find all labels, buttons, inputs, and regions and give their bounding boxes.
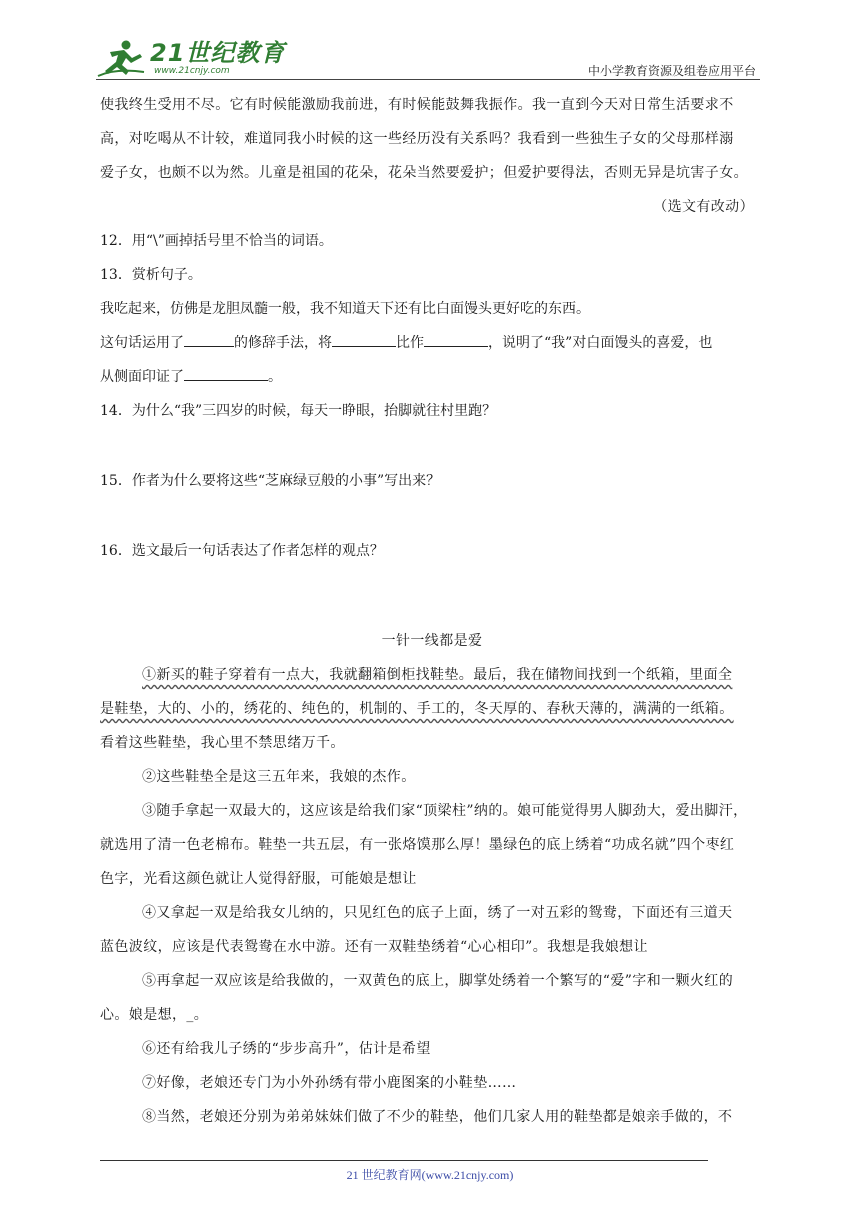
page-footer: 21 世纪教育网(www.21cnjy.com) bbox=[346, 1168, 514, 1182]
passage2-p3-line: ③随手拿起一双最大的，这应该是给我们家“顶梁柱”纳的。娘可能觉得男人脚劲大，爱出脚汗， bbox=[142, 803, 748, 819]
answer-blank[interactable] bbox=[424, 328, 488, 347]
passage2-title: 一针一线都是爱 bbox=[381, 633, 483, 649]
site-logo bbox=[96, 36, 285, 80]
passage2-p1-line bbox=[100, 692, 764, 726]
question-13-sentence: 我吃起来，仿佛是龙胆凤髓一般，我不知道天下还有比白面馒头更好吃的东西。 bbox=[100, 301, 590, 317]
question-15: 15．作者为什么要将这些“芝麻绿豆般的小事”写出来？ bbox=[100, 473, 441, 489]
answer-blank[interactable] bbox=[184, 362, 268, 381]
question-13: 13．赏析句子。 bbox=[100, 267, 202, 283]
underlined-text: ①新买的鞋子穿着有一点大，我就翻箱倒柜找鞋垫。最后，我在储物间找到一个纸箱，里面全 bbox=[142, 667, 733, 683]
passage2-p8: ⑧当然，老娘还分别为弟弟妹妹们做了不少的鞋垫，他们几家人用的鞋垫都是娘亲手做的，不 bbox=[142, 1109, 733, 1125]
passage2-p1-line bbox=[100, 658, 764, 692]
underlined-text: 是鞋垫，大的、小的，绣花的、纯色的，机制的、手工的，冬天厚的、春秋天薄的，满满的一纸箱。 bbox=[100, 701, 734, 717]
passage2-p5-line: ⑤再拿起一双应该是给我做的，一双黄色的底上，脚掌处绣着一个繁写的“爱”字和一颗火红的 bbox=[142, 973, 734, 989]
passage2-p2: ②这些鞋垫全是这三五年来，我娘的杰作。 bbox=[142, 769, 416, 785]
platform-name: 中小学教育资源及组卷应用平台 bbox=[587, 64, 756, 78]
document-body bbox=[100, 88, 764, 1134]
logo-url-text: www.21cnjy.com bbox=[154, 66, 230, 76]
passage2-p4-line: ④又拿起一双是给我女儿纳的，只见红色的底子上面，绣了一对五彩的鸳鸯，下面还有三道天 bbox=[142, 905, 733, 921]
logo-brand-text: 21世纪教育 bbox=[150, 39, 286, 67]
passage2-p6: ⑥还有给我儿子绣的“步步高升”，估计是希望 bbox=[142, 1041, 431, 1057]
question-16: 16．选文最后一句话表达了作者怎样的观点？ bbox=[100, 543, 384, 559]
footer-divider bbox=[100, 1160, 708, 1161]
passage1-line: 高，对吃喝从不计较，难道同我小时候的这一些经历没有关系吗？我看到一些独生子女的父母那样溺 bbox=[100, 131, 734, 147]
passage2-p7: ⑦好像，老娘还专门为小外孙绣有带小鹿图案的小鞋垫…… bbox=[142, 1075, 517, 1091]
passage2-p3-line: 就选用了清一色老棉布。鞋垫一共五层，有一张烙馍那么厚！墨绿色的底上绣着“功成名就”四个枣红 bbox=[100, 837, 735, 853]
question-12: 12．用“\”画掉括号里不恰当的词语。 bbox=[100, 233, 333, 249]
passage1-line: 使我终生受用不尽。它有时候能激励我前进，有时候能鼓舞我振作。我一直到今天对日常生活要求不 bbox=[100, 97, 734, 113]
fill-text: 这句话运用了 bbox=[100, 335, 184, 351]
question-13-fill-line-1 bbox=[100, 326, 764, 360]
runner-logo-icon bbox=[96, 38, 148, 78]
fill-text: 从侧面印证了 bbox=[100, 369, 184, 385]
fill-text: 比作 bbox=[396, 335, 424, 351]
fill-text: 的修辞手法，将 bbox=[234, 335, 332, 351]
header-divider bbox=[96, 79, 760, 80]
fill-text: ，说明了“我”对白面馒头的喜爱，也 bbox=[488, 335, 713, 351]
page-header bbox=[96, 28, 760, 80]
source-note: （选文有改动） bbox=[653, 199, 754, 215]
fill-text: 。 bbox=[268, 369, 282, 385]
passage2-p1-line: 看着这些鞋垫，我心里不禁思绪万千。 bbox=[100, 735, 345, 751]
answer-blank[interactable] bbox=[184, 328, 234, 347]
answer-blank[interactable] bbox=[332, 328, 396, 347]
passage2-p5-line: 心。娘是想，_。 bbox=[100, 1007, 209, 1023]
passage2-p3-line: 色字，光看这颜色就让人觉得舒服，可能娘是想让 bbox=[100, 871, 417, 887]
question-13-fill-line-2 bbox=[100, 360, 764, 394]
passage1-line: 爱子女，也颇不以为然。儿童是祖国的花朵，花朵当然要爱护；但爱护要得法，否则无异是坑害子女。 bbox=[100, 165, 748, 181]
question-14: 14．为什么“我”三四岁的时候，每天一睁眼，抬脚就往村里跑？ bbox=[100, 403, 497, 419]
passage2-p4-line: 蓝色波纹，应该是代表鸳鸯在水中游。还有一双鞋垫绣着“心心相印”。我想是我娘想让 bbox=[100, 939, 648, 955]
